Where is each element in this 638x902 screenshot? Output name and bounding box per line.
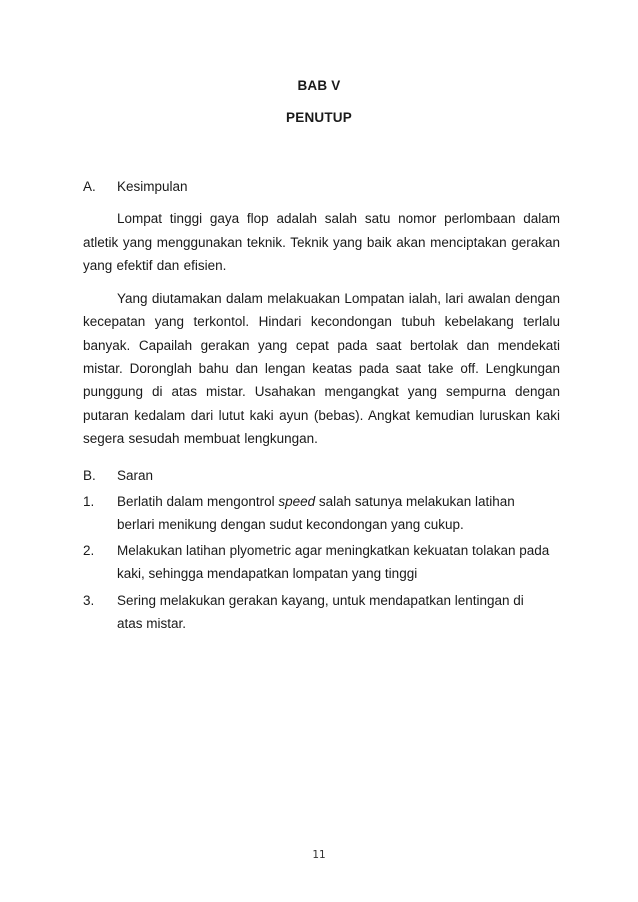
- list-number: 2.: [83, 543, 95, 559]
- section-marker: B.: [83, 468, 96, 484]
- section-heading-kesimpulan: [83, 175, 560, 198]
- section-title: Saran: [117, 468, 154, 484]
- list-item-text-after: salah satunya melakukan latihan berlari menikung dengan sudut kecondongan yang cukup.: [117, 493, 515, 532]
- emphasized-term: speed: [278, 493, 316, 509]
- list-item-text: Melakukan latihan plyometric agar meningkatkan kekuatan tolakan pada kaki, sehingga mendapatkan lompatan yang tinggi: [117, 543, 550, 582]
- list-item: [83, 490, 560, 537]
- list-item-text: [117, 490, 560, 537]
- list-item: [83, 539, 560, 586]
- page-number: 11: [312, 849, 326, 861]
- list-item-text-before: Berlatih dalam mengontrol: [117, 493, 279, 509]
- kesimpulan-paragraph-2: Yang diutamakan dalam melakuakan Lompatan ialah, lari awalan dengan kecepatan yang terkontol. Hindari kecondongan tubuh kebelakang terlalu banyak. Capailah gerakan yang cepat pada saat bertolak dan mendekati mistar. Doronglah bahu dan lengan keatas pada saat take off. Lengkungan punggung di atas mistar. Usahakan mengangkat yang sempurna dengan putaran kedalam dari lutut kaki ayun (bebas). Angkat kemudian luruskan kaki segera sesudah membuat lengkungan.: [83, 291, 560, 446]
- section-marker: A.: [83, 179, 96, 194]
- list-number: 3.: [83, 592, 95, 608]
- chapter-title: PENUTUP: [286, 110, 352, 125]
- list-number: 1.: [83, 493, 95, 509]
- list-item: [83, 589, 560, 636]
- saran-list: [83, 490, 560, 636]
- chapter-content: [83, 175, 560, 638]
- kesimpulan-paragraph-1: Lompat tinggi gaya flop adalah salah satu nomor perlombaan dalam atletik yang menggunakan teknik. Teknik yang baik akan menciptakan gerakan yang efektif dan efisien.: [83, 211, 560, 273]
- chapter-number: BAB V: [297, 78, 341, 93]
- section-heading-saran: [83, 464, 560, 487]
- section-title: Kesimpulan: [117, 179, 188, 194]
- list-item-text: Sering melakukan gerakan kayang, untuk mendapatkan lentingan di atas mistar.: [117, 592, 524, 632]
